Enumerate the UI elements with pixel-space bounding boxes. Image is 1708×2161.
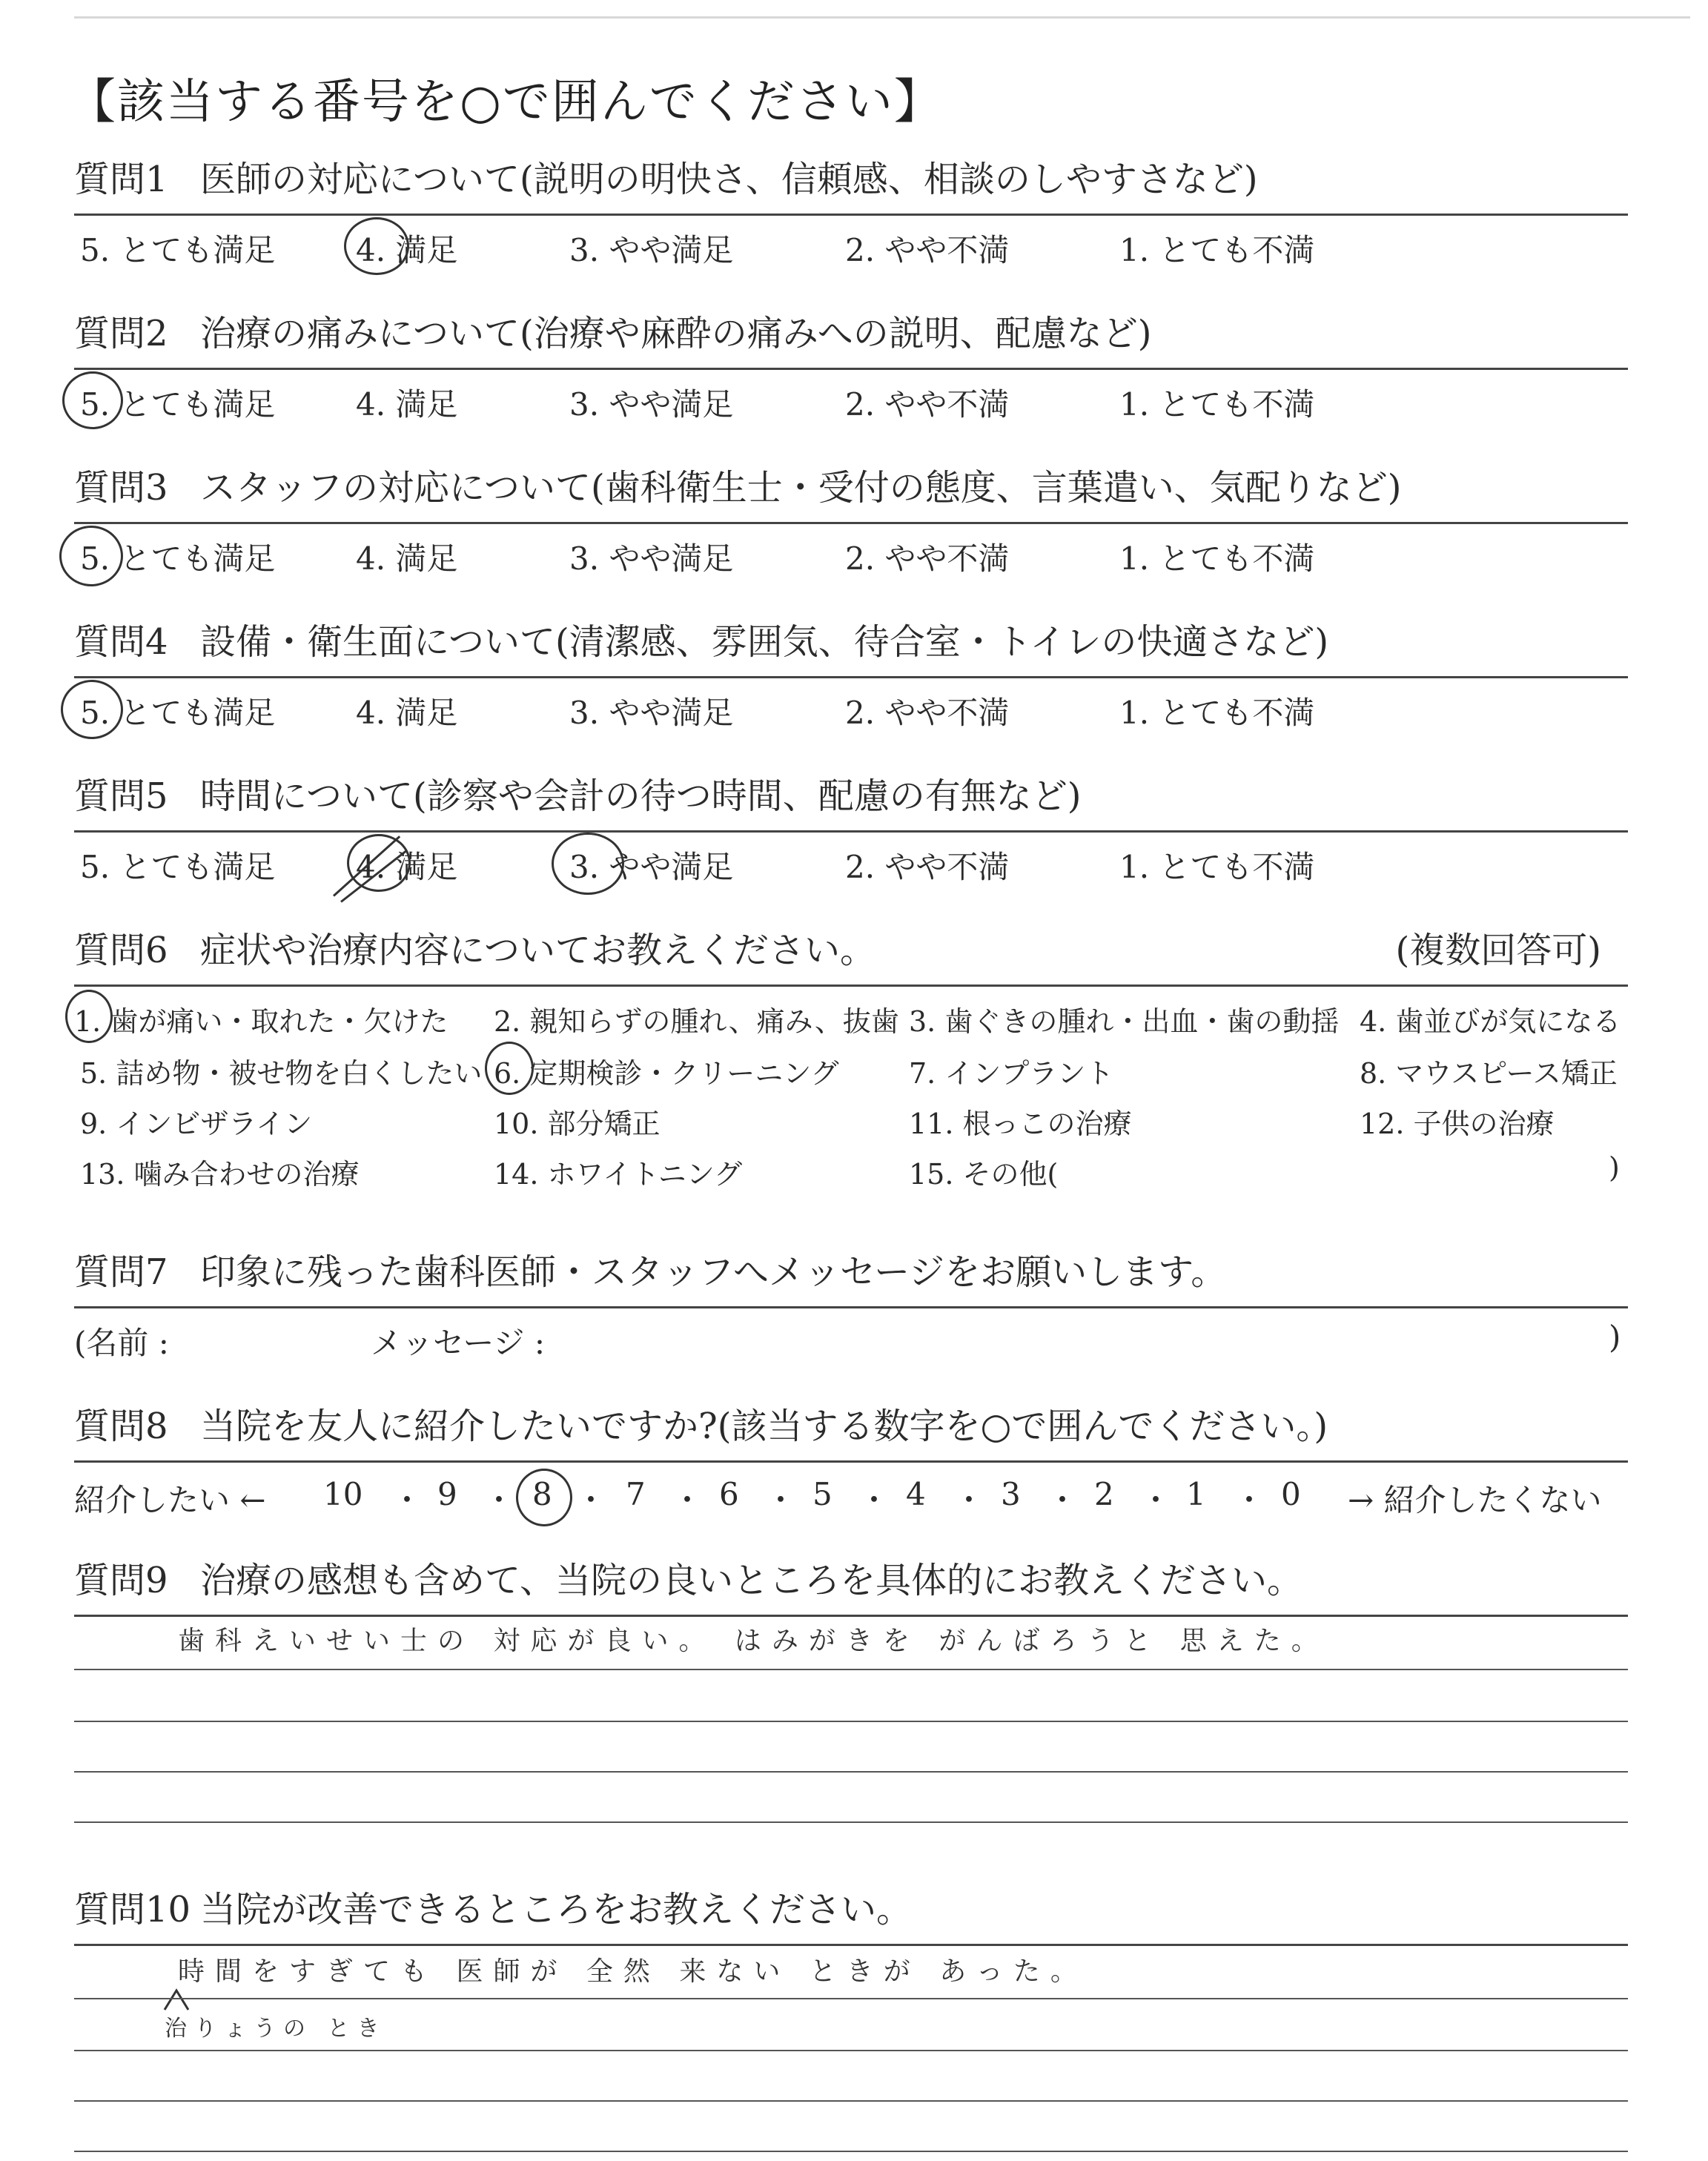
recommend-scale [74, 1463, 1631, 1528]
scale-dot: ・ [391, 1482, 423, 1518]
handwritten-answer: 歯科えいせい士の 対応が良い。 はみがきを がんばろうと 思えた。 [178, 1626, 1328, 1656]
question-text: 医師の対応について(説明の明快さ、信頼感、相談のしやすさなど) [200, 159, 1258, 200]
question-2 [74, 300, 1631, 432]
symptom-option[interactable]: 8. マウスピース矯正 [1360, 1057, 1618, 1090]
scale-dot: ・ [1234, 1482, 1265, 1518]
option-3[interactable]: 3. やや満足 [569, 849, 734, 885]
option-2[interactable]: 2. やや不満 [845, 540, 1010, 577]
option-2[interactable]: 2. やや不満 [845, 849, 1010, 885]
writing-line [74, 1669, 1628, 1670]
scale-dot: ・ [1140, 1482, 1172, 1518]
writing-line [74, 1721, 1628, 1722]
option-2[interactable]: 2. やや不満 [845, 232, 1010, 268]
option-4[interactable]: 4. 満足 [356, 386, 458, 423]
question-5 [74, 762, 1631, 895]
option-5[interactable]: 5. とても満足 [80, 695, 276, 731]
multiple-answers-note: (複数回答可) [1395, 930, 1601, 971]
other-close-paren: ) [1609, 1151, 1620, 1184]
question-number: 質問7 [74, 1251, 168, 1293]
question-6 [74, 916, 1631, 1194]
option-4[interactable]: 4. 満足 [356, 849, 458, 885]
option-2[interactable]: 2. やや不満 [845, 386, 1010, 423]
question-number: 質問1 [74, 159, 168, 200]
symptom-option-other[interactable]: 15. その他( [909, 1158, 1059, 1191]
symptom-option[interactable]: 12. 子供の治療 [1360, 1108, 1555, 1140]
writing-line [74, 1998, 1628, 1999]
question-1 [74, 145, 1631, 278]
question-text: スタッフの対応について(歯科衛生士・受付の態度、言葉遣い、気配りなど) [200, 467, 1402, 509]
name-label: (名前 : [74, 1325, 169, 1361]
scale-4[interactable]: 4 [906, 1476, 926, 1512]
scale-dot: ・ [858, 1482, 890, 1518]
scale-right-label: → 紹介したくない [1348, 1482, 1602, 1518]
instruction-header: 【該当する番号を○で囲んでください】 [68, 75, 943, 130]
option-4[interactable]: 4. 満足 [356, 695, 458, 731]
question-number: 質問4 [74, 621, 168, 663]
rating-options [74, 678, 1631, 741]
scale-dot: ・ [953, 1482, 985, 1518]
scale-dot: ・ [672, 1482, 704, 1518]
question-number: 質問3 [74, 467, 168, 509]
writing-line [74, 2151, 1628, 2152]
rating-options [74, 833, 1631, 895]
question-text: 治療の感想も含めて、当院の良いところを具体的にお教えください。 [200, 1560, 1303, 1601]
symptom-option[interactable]: 4. 歯並びが気になる [1360, 1005, 1621, 1038]
option-3[interactable]: 3. やや満足 [569, 232, 734, 268]
question-3 [74, 454, 1631, 586]
scale-7[interactable]: 7 [626, 1476, 646, 1512]
writing-line [74, 1821, 1628, 1823]
option-5[interactable]: 5. とても満足 [80, 232, 276, 268]
question-text: 当院が改善できるところをお教えください。 [200, 1889, 913, 1930]
scale-10[interactable]: 10 [323, 1476, 363, 1512]
scan-top-edge [74, 16, 1690, 19]
rating-options [74, 370, 1631, 432]
writing-line [74, 2050, 1628, 2051]
scale-0[interactable]: 0 [1281, 1476, 1301, 1512]
option-5[interactable]: 5. とても満足 [80, 849, 276, 885]
caret-insert-mark [162, 1988, 191, 2011]
scale-5[interactable]: 5 [812, 1476, 833, 1512]
option-5[interactable]: 5. とても満足 [80, 386, 276, 423]
question-8 [74, 1392, 1631, 1528]
rating-options [74, 524, 1631, 586]
option-1[interactable]: 1. とても不満 [1119, 849, 1315, 885]
question-text: 時間について(診察や会計の待つ時間、配慮の有無など) [200, 775, 1082, 817]
message-label[interactable]: メッセージ : [371, 1325, 545, 1361]
handwritten-answer: 時間をすぎても 医師が 全然 来ない ときが あった。 [178, 1956, 1088, 1987]
scale-dot: ・ [483, 1482, 515, 1518]
handwritten-insert: 治りょうの とき [165, 2016, 387, 2042]
question-text: 当院を友人に紹介したいですか?(該当する数字を○で囲んでください。) [200, 1406, 1328, 1447]
writing-line [74, 1771, 1628, 1773]
option-1[interactable]: 1. とても不満 [1119, 540, 1315, 577]
option-1[interactable]: 1. とても不満 [1119, 386, 1315, 423]
answer-lines[interactable] [74, 1946, 1631, 2161]
symptom-option[interactable]: 10. 部分矯正 [494, 1108, 661, 1140]
question-number: 質問5 [74, 775, 168, 817]
scale-dot: ・ [765, 1482, 797, 1518]
option-2[interactable]: 2. やや不満 [845, 695, 1010, 731]
scale-2[interactable]: 2 [1094, 1476, 1114, 1512]
question-10 [74, 1876, 1631, 2161]
symptom-option[interactable]: 1. 歯が痛い・取れた・欠けた [74, 1005, 448, 1038]
option-4[interactable]: 4. 満足 [356, 540, 458, 577]
symptom-option[interactable]: 13. 噛み合わせの治療 [80, 1158, 360, 1191]
symptom-option[interactable]: 11. 根っこの治療 [909, 1108, 1132, 1140]
option-1[interactable]: 1. とても不満 [1119, 695, 1315, 731]
symptom-options [74, 987, 1631, 1194]
question-number: 質問6 [74, 930, 168, 971]
question-7 [74, 1238, 1631, 1371]
question-9 [74, 1546, 1631, 1913]
question-text: 症状や治療内容についてお教えください。 [200, 930, 876, 971]
scale-dot: ・ [575, 1482, 607, 1518]
symptom-option[interactable]: 9. インビザライン [80, 1108, 313, 1140]
answer-lines[interactable] [74, 1617, 1631, 1913]
option-4[interactable]: 4. 満足 [356, 232, 458, 268]
option-1[interactable]: 1. とても不満 [1119, 232, 1315, 268]
rating-options [74, 216, 1631, 278]
scale-9[interactable]: 9 [437, 1476, 457, 1512]
scale-dot: ・ [1047, 1482, 1079, 1518]
writing-line [74, 2100, 1628, 2102]
message-close-paren: ) [1609, 1319, 1621, 1355]
symptom-option[interactable]: 5. 詰め物・被せ物を白くしたい [80, 1057, 483, 1090]
scale-6[interactable]: 6 [719, 1476, 739, 1512]
scale-left-label: 紹介したい ← [74, 1482, 266, 1518]
symptom-option[interactable]: 7. インプラント [909, 1057, 1114, 1090]
question-text: 治療の痛みについて(治療や麻酔の痛みへの説明、配慮など) [200, 313, 1152, 354]
symptom-option[interactable]: 14. ホワイトニング [494, 1158, 743, 1191]
symptom-option[interactable]: 3. 歯ぐきの腫れ・出血・歯の動揺 [909, 1005, 1340, 1038]
question-text: 設備・衛生面について(清潔感、雰囲気、待合室・トイレの快適さなど) [200, 621, 1329, 663]
scale-8[interactable]: 8 [532, 1476, 552, 1512]
question-text: 印象に残った歯科医師・スタッフへメッセージをお願いします。 [200, 1251, 1227, 1293]
question-4 [74, 608, 1631, 741]
option-3[interactable]: 3. やや満足 [569, 695, 734, 731]
question-number: 質問8 [74, 1406, 168, 1447]
question-number: 質問9 [74, 1560, 168, 1601]
symptom-option[interactable]: 6. 定期検診・クリーニング [494, 1057, 839, 1090]
option-5[interactable]: 5. とても満足 [80, 540, 276, 577]
question-number: 質問10 [74, 1889, 191, 1930]
option-3[interactable]: 3. やや満足 [569, 540, 734, 577]
message-row [74, 1308, 1631, 1371]
scale-3[interactable]: 3 [1001, 1476, 1021, 1512]
option-3[interactable]: 3. やや満足 [569, 386, 734, 423]
scale-1[interactable]: 1 [1186, 1476, 1206, 1512]
symptom-option[interactable]: 2. 親知らずの腫れ、痛み、抜歯 [494, 1005, 899, 1038]
question-number: 質問2 [74, 313, 168, 354]
